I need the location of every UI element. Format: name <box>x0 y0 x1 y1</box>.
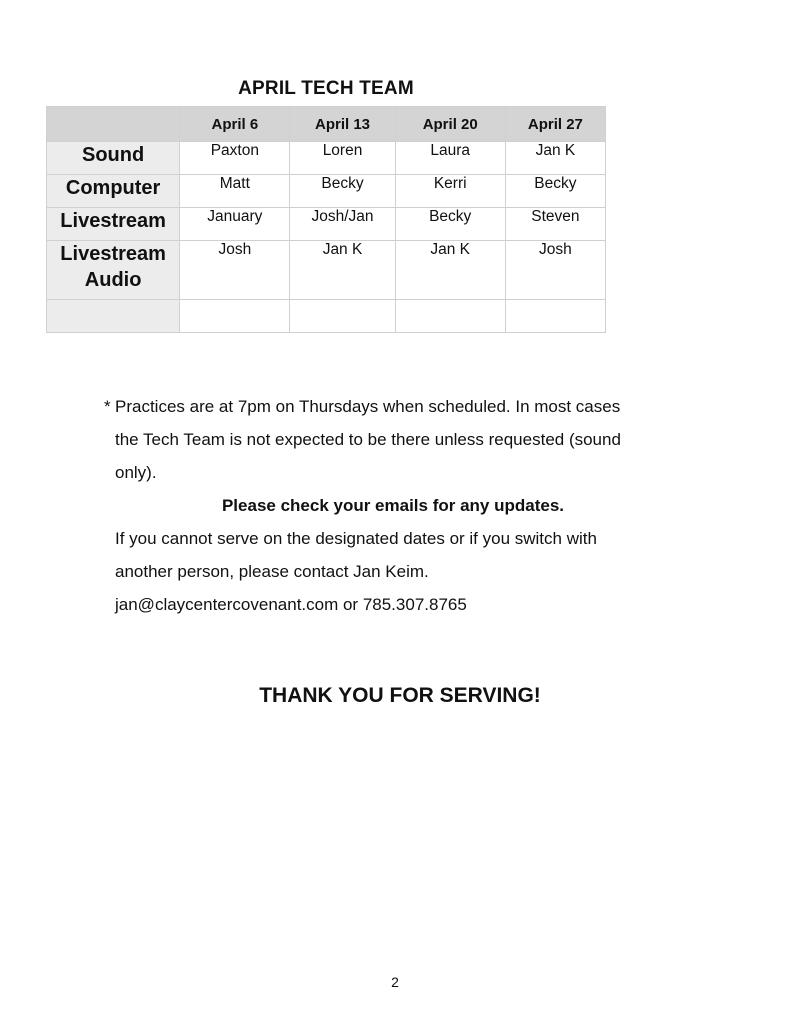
table-row <box>47 142 606 175</box>
notes-section <box>104 390 694 621</box>
column-header-date: April 6 <box>180 107 290 142</box>
page-number: 2 <box>391 974 399 990</box>
row-label-line: Audio <box>84 269 142 291</box>
schedule-title: APRIL TECH TEAM <box>238 78 414 99</box>
row-label-empty <box>47 300 180 333</box>
practice-note-line: Practices are at 7pm on Thursdays when scheduled. In most cases <box>115 397 621 416</box>
table-cell: Matt <box>180 175 290 208</box>
contact-info: jan@claycentercovenant.com or 785.307.8765 <box>115 595 467 614</box>
table-row <box>47 175 606 208</box>
table-cell: Becky <box>505 175 605 208</box>
table-cell: Kerri <box>395 175 505 208</box>
row-label-role: Sound <box>47 142 180 175</box>
contact-note-line: another person, please contact Jan Keim. <box>115 562 429 581</box>
practice-note-line: only). <box>115 463 157 482</box>
table-cell-empty <box>290 300 395 333</box>
email-reminder: Please check your emails for any updates. <box>221 496 565 515</box>
table-row <box>47 241 606 300</box>
row-label-role: Computer <box>47 175 180 208</box>
column-header-date: April 27 <box>505 107 605 142</box>
table-cell: Josh/Jan <box>290 208 395 241</box>
table-cell: Jan K <box>505 142 605 175</box>
row-label-role: Livestream <box>47 208 180 241</box>
practice-note-line: the Tech Team is not expected to be there unless requested (sound <box>115 430 621 449</box>
table-cell: Paxton <box>180 142 290 175</box>
table-cell: Steven <box>505 208 605 241</box>
table-cell: January <box>180 208 290 241</box>
column-header-date: April 13 <box>290 107 395 142</box>
table-cell: Josh <box>505 241 605 300</box>
thank-you-heading: THANK YOU FOR SERVING! <box>259 684 541 707</box>
row-label-role <box>47 241 180 300</box>
table-header-row <box>47 107 606 142</box>
table-cell-empty <box>180 300 290 333</box>
header-corner-cell <box>47 107 180 142</box>
contact-note <box>104 522 694 621</box>
table-cell: Jan K <box>395 241 505 300</box>
row-label-line: Livestream <box>60 243 166 265</box>
table-cell-empty <box>395 300 505 333</box>
table-cell: Jan K <box>290 241 395 300</box>
table-cell: Josh <box>180 241 290 300</box>
table-row-empty <box>47 300 606 333</box>
table-row <box>47 208 606 241</box>
practice-note <box>104 390 694 489</box>
table-cell: Becky <box>395 208 505 241</box>
table-cell: Loren <box>290 142 395 175</box>
table-cell-empty <box>505 300 605 333</box>
column-header-date: April 20 <box>395 107 505 142</box>
contact-note-line: If you cannot serve on the designated dates or if you switch with <box>115 529 597 548</box>
footnote-asterisk: * <box>104 397 111 416</box>
table-cell: Becky <box>290 175 395 208</box>
schedule-table <box>46 106 606 333</box>
table-cell: Laura <box>395 142 505 175</box>
